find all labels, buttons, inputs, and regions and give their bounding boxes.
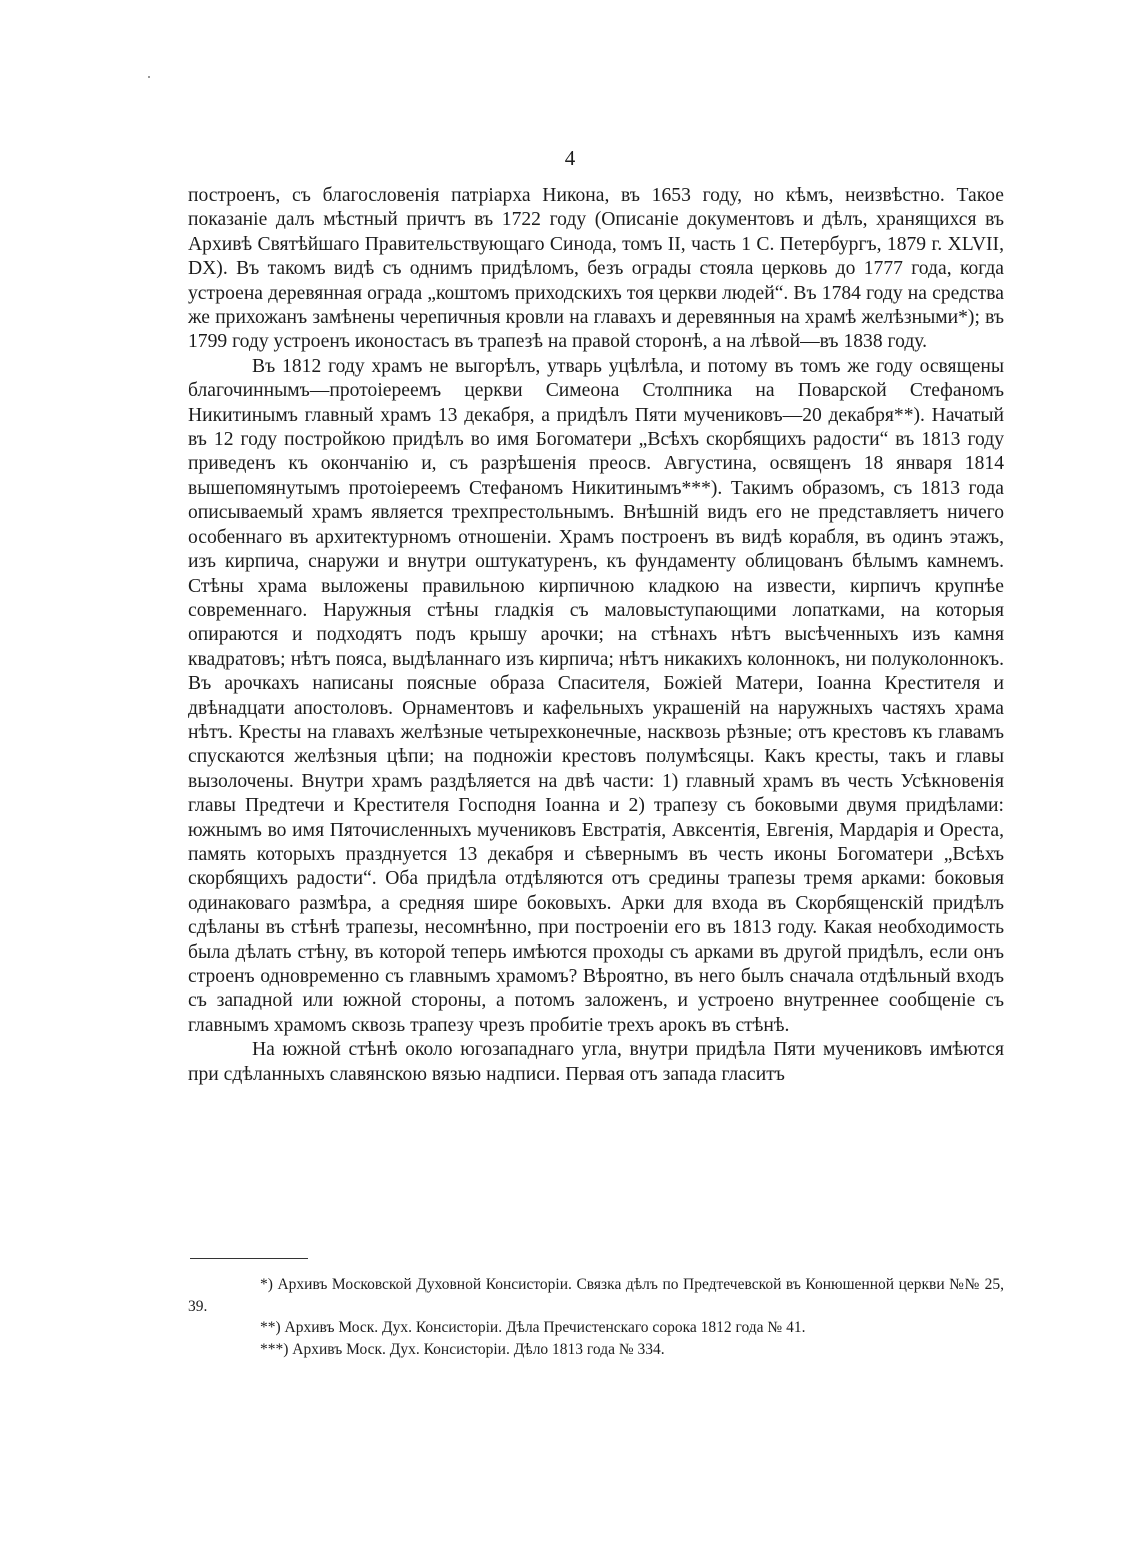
paragraph-2: Въ 1812 году храмъ не выгорѣлъ, утварь уцѣлѣла, и потому въ томъ же году освящены благочиннымъ—протоіереемъ церкви Симеона Столпника на Поварской Стефаномъ Никитинымъ главный храмъ 13 декабря, а придѣлъ Пяти мучениковъ—20 декабря**). Начатый въ 12 году постройкою придѣлъ во имя Богоматери „Всѣхъ скорбящихъ радости“ въ 1813 году приведенъ къ окончанію и, съ разрѣшенія преосв. Августина, освященъ 18 января 1814 вышепомянутымъ протоіереемъ Стефаномъ Никитинымъ***). Такимъ образомъ, съ 1813 года описываемый храмъ является трехпрестольнымъ. Внѣшній видъ его не представляетъ ничего особеннаго въ архитектурномъ отношеніи. Храмъ построенъ въ видѣ корабля, въ одинъ этажъ, изъ кирпича, снаружи и внутри оштукатуренъ, къ фундаменту облицованъ бѣлымъ камнемъ. Стѣны храма выложены правильною кирпичною кладкою на извести, кирпичъ крупнѣе современнаго. Наружныя стѣны гладкія съ маловыступающими лопатками, на которыя опираются и подходятъ подъ крышу арочки; на стѣнахъ нѣтъ высѣченныхъ изъ камня квадратовъ; нѣтъ пояса, выдѣланнаго изъ кирпича; нѣтъ никакихъ колоннокъ, ни полуколоннокъ. Въ арочкахъ написаны поясные образа Спасителя, Божіей Матери, Іоанна Крестителя и двѣнадцати апостоловъ. Орнаментовъ и кафельныхъ украшеній на наружныхъ частяхъ храма нѣтъ. Кресты на главахъ желѣзные четырехконечные, насквозь рѣзные; отъ крестовъ къ главамъ спускаются желѣзныя цѣпи; на подножіи крестовъ полумѣсяцы. Какъ кресты, такъ и главы вызолочены. Внутри храмъ раздѣляется на двѣ части: 1) главный храмъ въ честь Усѣкновенія главы Предтечи и Крестителя Господня Іоанна и 2) трапезу съ боковыми двумя придѣлами: южнымъ во имя Пяточисленныхъ мучениковъ Евстратія, Авксентія, Евгенія, Мардарія и Ореста, память которыхъ празднуется 13 декабря и сѣвернымъ въ честь иконы Богоматери „Всѣхъ скорбящихъ радости“. Оба придѣла отдѣляются отъ средины трапезы тремя арками: боковыя одинаковаго размѣра, а средняя шире боковыхъ. Арки для входа въ Скорбященскій придѣлъ сдѣланы въ стѣнѣ трапезы, несомнѣнно, при построеніи его въ 1813 году. Какая необходимость была дѣлать стѣну, въ которой теперь имѣются проходы съ арками въ другой придѣлъ, если онъ строенъ одновременно съ главнымъ храмомъ? Вѣроятно, въ него былъ сначала отдѣльный входъ съ западной или южной стороны, а потомъ заложенъ, и устроено внутреннее сообщеніе съ главнымъ храмомъ сквозь трапезу чрезъ пробитіе трехъ арокъ въ стѣнѣ. <box>188 355 1004 1036</box>
footnote-separator <box>190 1258 308 1259</box>
footnote-1: *) Архивъ Московской Духовной Консисторіи. Связка дѣлъ по Предтечевской въ Конюшенной церкви №№ 25, 39. <box>188 1276 1004 1315</box>
paragraph-1: построенъ, съ благословенія патріарха Никона, въ 1653 году, но кѣмъ, неизвѣстно. Такое показаніе далъ мѣстный причтъ въ 1722 году (Описаніе документовъ и дѣлъ, хранящихся въ Архивѣ Святѣйшаго Правительствующаго Синода, томъ II, часть 1 С. Петербургъ, 1879 г. XLVII, DX). Въ такомъ видѣ съ однимъ придѣломъ, безъ ограды стояла церковь до 1777 года, когда устроена деревянная ограда „коштомъ приходскихъ тоя церкви людей“. Въ 1784 году на средства же прихожанъ замѣнены черепичныя кровли на главахъ и деревянныя на храмѣ желѣзными*); въ 1799 году устроенъ иконостасъ въ трапезѣ на правой сторонѣ, а на лѣвой—въ 1838 году. <box>188 185 1004 353</box>
footnote-3: ***) Архивъ Моск. Дух. Консисторіи. Дѣло 1813 года № 334. <box>260 1340 665 1358</box>
scan-speck <box>148 76 150 78</box>
footnote-2: **) Архивъ Моск. Дух. Консисторіи. Дѣла Пречистенскаго сорока 1812 года № 41. <box>260 1319 806 1336</box>
footnotes <box>188 1274 1004 1360</box>
page-number: 4 <box>564 146 576 170</box>
paragraph-3: На южной стѣнѣ около югозападнаго угла, внутри придѣла Пяти мучениковъ имѣются при сдѣланныхъ славянскою вязью надписи. Первая отъ запада гласитъ <box>188 1039 1004 1085</box>
body-text <box>188 184 1004 1087</box>
